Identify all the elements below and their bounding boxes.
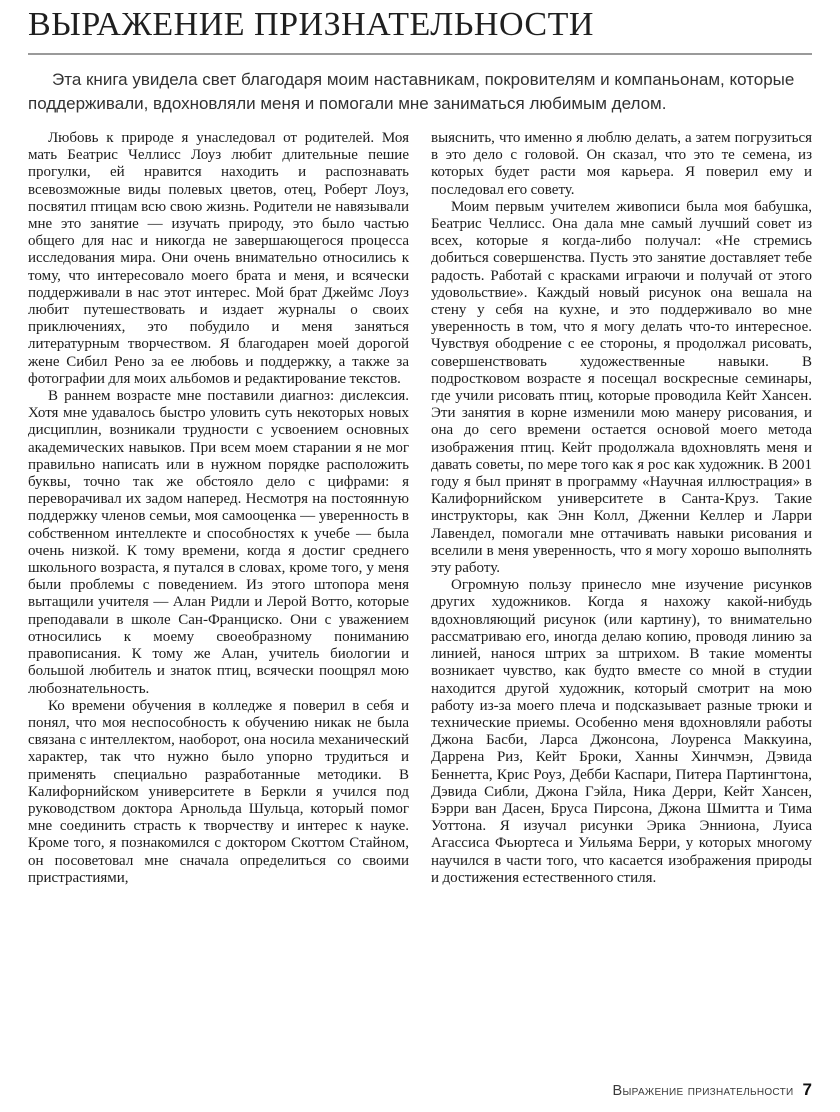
paragraph: выяснить, что именно я люблю делать, а затем погрузиться в это дело с головой. Он сказал, что это те семена, из которых будет расти моя карьера. Я поверил ему и последовал его совету. xyxy=(431,130,812,198)
left-column xyxy=(28,130,409,887)
page-title: ВЫРАЖЕНИЕ ПРИЗНАТЕЛЬНОСТИ xyxy=(28,6,594,43)
page-footer xyxy=(613,1080,812,1100)
page-number: 7 xyxy=(802,1080,812,1099)
footer-section-label: Выражение признательности xyxy=(612,1083,794,1099)
title-divider xyxy=(28,53,812,55)
paragraph: В раннем возрасте мне поставили диагноз: дислексия. Хотя мне удавалось быстро уловить суть некоторых новых дисциплин, возникали трудности с усвоением основных академических навыков. При всем моем старании я не мог правильно написать или в нужном порядке расположить буквы, точно так же обстояло дело с цифрами: я переворачивал их задом наперед. Несмотря на постоянную поддержку членов семьи, моя самооценка — уверенность в собственном интеллекте и способностях к учебе — была очень низкой. К тому времени, когда я достиг среднего школьного возраста, я путался в словах, кроме того, у меня были проблемы с поведением. Из этого штопора меня вытащили учителя — Алан Ридли и Лерой Вотто, которые преподавали в школе Сан-Франциско. Они с уважением относились к моему своеобразному пониманию правописания. К тому же Алан, учитель биологии и большой любитель и знаток птиц, всячески поощрял мою любознательность. xyxy=(28,388,409,697)
paragraph: Любовь к природе я унаследовал от родителей. Моя мать Беатрис Челлисс Лоуз любит длительные пешие прогулки, ей нравится находить и распознавать всевозможные виды полевых цветов, отец, Роберт Лоуз, посвятил птицам всю свою жизнь. Родители не навязывали мне это занятие — изучать природу, это было частью общего для нас и никогда не завершающегося процесса исследования мира. Они очень внимательно относились к тому, что интересовало моего брата и меня, и всячески поддерживали в нас этот интерес. Мой брат Джеймс Лоуз любит путешествовать и издает журналы о своих приключениях, это побудило и меня заняться литературным творчеством. Я благодарен моей дорогой жене Сибил Рено за ее любовь и поддержку, а также за фотографии для моих альбомов и редактирование текстов. xyxy=(28,130,409,387)
paragraph: Огромную пользу принесло мне изучение рисунков других художников. Когда я нахожу какой-нибудь вдохновляющий рисунок (или картину), то внимательно рассматриваю его, иногда делаю копию, проводя линию за линией, нанося штрих за штрихом. В такие моменты возникает чувство, как будто вместе со мной в студии находится другой художник, который смотрит на мою работу из-за моего плеча и подсказывает разные трюки и технические приемы. Особенно меня вдохновляли работы Джона Басби, Ларса Джонсона, Лоуренса Маккуина, Даррена Риз, Кейт Броки, Ханны Хинчмэн, Дэвида Беннетта, Крис Роуз, Дебби Каспари, Питера Партингтона, Дэвида Сибли, Джона Гэйла, Ника Дерри, Кейт Хансен, Бэрри ван Дасен, Бруса Пирсона, Джона Шмитта и Тима Уоттона. Я изучал рисунки Эрика Энниона, Луиса Агассиса Фьюртеса и Уильяма Берри, у которых многому научился в части того, что касается изображения природы и достижения естественного стиля. xyxy=(431,577,812,886)
paragraph: Ко времени обучения в колледже я поверил в себя и понял, что моя неспособность к обучению никак не была связана с интеллектом, наоборот, она носила механический характер, так что нужно было упорно трудиться и применять специально разработанные методики. В Калифорнийском университете в Беркли я учился под руководством доктора Арнольда Шульца, который помог мне соединить страсть к творчеству и интерес к науке. Кроме того, я познакомился с доктором Скоттом Стайном, он посоветовал мне сначала определиться со своими пристрастиями, xyxy=(28,697,409,886)
body-columns xyxy=(28,130,812,887)
paragraph: Моим первым учителем живописи была моя бабушка, Беатрис Челлисс. Она дала мне самый лучший совет из всех, которые я когда-либо получал: «Не стремись добиться совершенства. Пусть это занятие доставляет тебе радость. Работай с красками играючи и получай от этого удовольствие». Каждый новый рисунок она вешала на стену у себя на кухне, и это поддерживало во мне уверенность в том, что я могу делать что-то интересное. Чувствуя ободрение с ее стороны, я продолжал рисовать, совершенствовать художественные навыки. В подростковом возрасте я посещал воскресные семинары, где учили рисовать птиц, которые проводила Кейт Хансен. Эти занятия в корне изменили мою манеру рисования, и она до сего времени остается основой моего метода изображения птиц. Кейт продолжала вдохновлять меня и давать советы, по мере того как я рос как художник. В 2001 году я был принят в программу «Научная иллюстрация» в Калифорнийском университете в Санта-Круз. Такие инструкторы, как Энн Колл, Дженни Келлер и Ларри Лавендел, помогали мне оттачивать навыки рисования и вселили в меня уверенность, что я могу хорошо выполнять эту работу. xyxy=(431,198,812,577)
intro-paragraph: Эта книга увидела свет благодаря моим наставникам, покровителям и компаньонам, которые поддерживали, вдохновляли меня и помогали мне заниматься любимым делом. xyxy=(28,70,795,113)
right-column xyxy=(431,130,812,887)
